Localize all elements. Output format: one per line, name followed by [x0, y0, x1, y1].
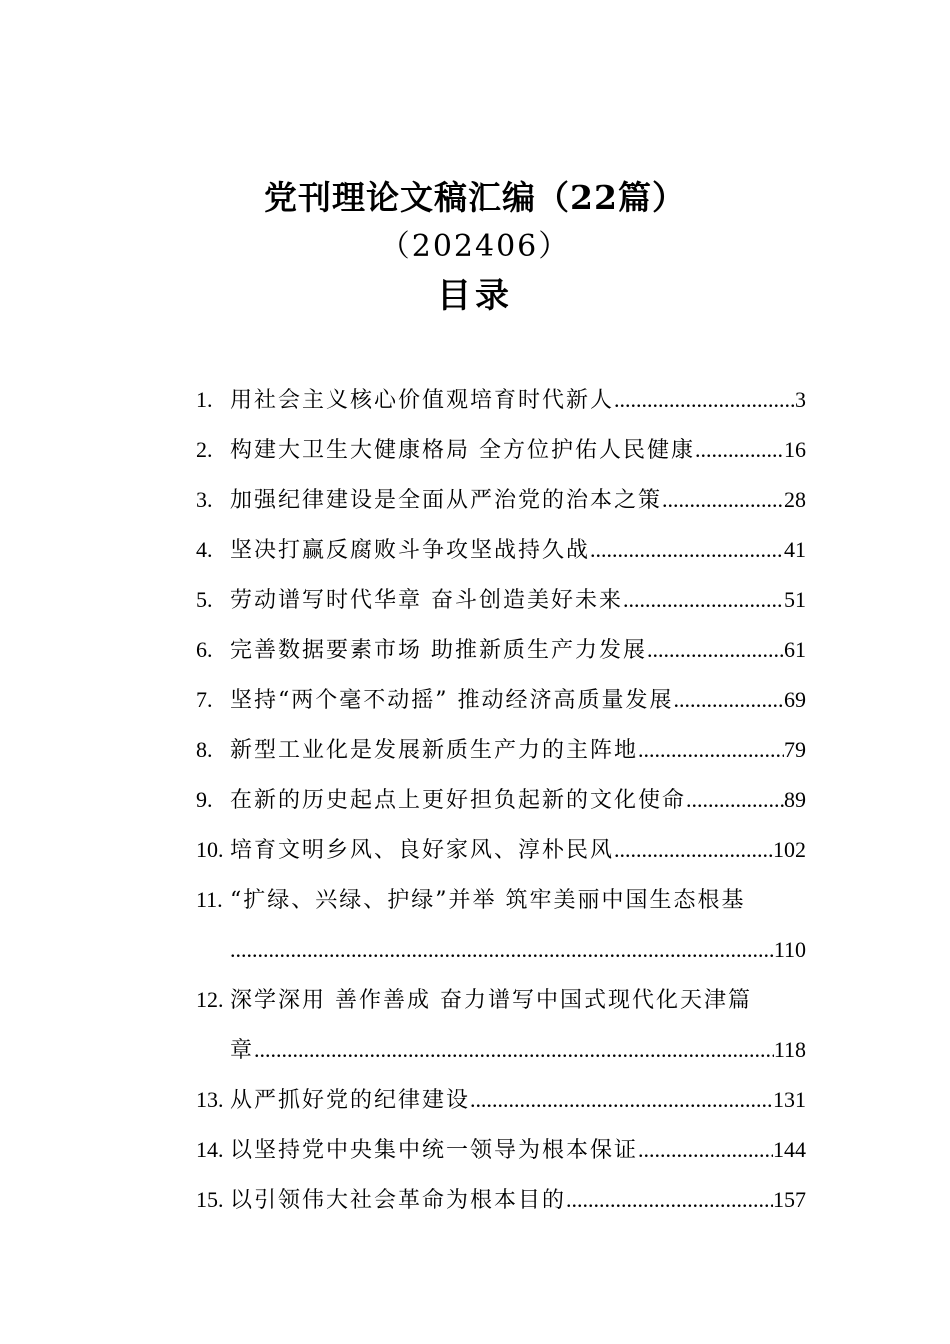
toc-number: 4.: [196, 537, 213, 562]
toc-title: 坚持“两个毫不动摇” 推动经济高质量发展: [230, 688, 674, 713]
toc-page-number: 102: [773, 837, 806, 862]
toc-leader-dots: [614, 825, 773, 875]
toc-page-number: 3: [795, 387, 806, 412]
toc-title: “扩绿、兴绿、护绿”并举 筑牢美丽中国生态根基: [230, 888, 746, 913]
toc-entry-9[interactable]: [196, 775, 806, 825]
toc-number: 14.: [196, 1137, 224, 1162]
toc-leader-dots: [647, 625, 784, 675]
toc-title: 以引领伟大社会革命为根本目的: [230, 1188, 567, 1213]
toc-number: 5.: [196, 587, 213, 612]
toc-number: 8.: [196, 737, 213, 762]
toc-title: 加强纪律建设是全面从严治党的治本之策: [230, 488, 663, 513]
toc-number: 6.: [196, 637, 213, 662]
toc-number: 12.: [196, 987, 224, 1012]
toc-entry-15[interactable]: [196, 1175, 806, 1225]
toc-title: 劳动谱写时代华章 奋斗创造美好未来: [230, 588, 623, 613]
toc-entry-3[interactable]: [196, 475, 806, 525]
toc-title: 完善数据要素市场 助推新质生产力发展: [230, 638, 647, 663]
toc-leader-dots: [686, 775, 784, 825]
toc-title: 构建大卫生大健康格局 全方位护佑人民健康: [230, 438, 695, 463]
toc-entry-11[interactable]: [196, 875, 806, 975]
toc-entry-13[interactable]: [196, 1075, 806, 1125]
table-of-contents: [196, 375, 806, 1225]
toc-title: 新型工业化是发展新质生产力的主阵地: [230, 738, 639, 763]
toc-number: 1.: [196, 387, 213, 412]
toc-leader-dots: [566, 1175, 773, 1225]
toc-title: 在新的历史起点上更好担负起新的文化使命: [230, 788, 687, 813]
toc-page-number: 157: [773, 1187, 806, 1212]
toc-number: 9.: [196, 787, 213, 812]
toc-page-number: 51: [784, 587, 806, 612]
toc-entry-7[interactable]: [196, 675, 806, 725]
toc-entry-1[interactable]: [196, 375, 806, 425]
toc-entry-12[interactable]: [196, 975, 806, 1075]
toc-entry-4[interactable]: [196, 525, 806, 575]
toc-number: 7.: [196, 687, 213, 712]
toc-page-number: 69: [784, 687, 806, 712]
toc-number: 3.: [196, 487, 213, 512]
toc-leader-dots: [230, 925, 774, 975]
toc-number: 2.: [196, 437, 213, 462]
toc-title: 培育文明乡风、良好家风、淳朴民风: [230, 838, 615, 863]
toc-number: 13.: [196, 1087, 224, 1112]
toc-page-number: 144: [773, 1137, 806, 1162]
toc-leader-dots: [638, 1125, 773, 1175]
toc-leader-dots: [614, 375, 795, 425]
toc-title: 用社会主义核心价值观培育时代新人: [230, 388, 615, 413]
toc-title: 坚决打赢反腐败斗争攻坚战持久战: [230, 538, 591, 563]
toc-leader-dots: [695, 425, 784, 475]
toc-page-number: 89: [784, 787, 806, 812]
toc-entry-8[interactable]: [196, 725, 806, 775]
toc-page-number: 16: [784, 437, 806, 462]
toc-page-number: 28: [784, 487, 806, 512]
toc-title-continuation: 章: [230, 1038, 255, 1063]
toc-leader-dots: [638, 725, 784, 775]
toc-page-number: 61: [784, 637, 806, 662]
toc-page-number: 79: [784, 737, 806, 762]
toc-leader-dots: [623, 575, 784, 625]
toc-title: 以坚持党中央集中统一领导为根本保证: [230, 1138, 639, 1163]
toc-number: 15.: [196, 1187, 224, 1212]
toc-leader-dots: [674, 675, 785, 725]
toc-entry-5[interactable]: [196, 575, 806, 625]
toc-entry-14[interactable]: [196, 1125, 806, 1175]
toc-title: 深学深用 善作善成 奋力谱写中国式现代化天津篇: [230, 988, 752, 1013]
toc-entry-10[interactable]: [196, 825, 806, 875]
toc-leader-dots: [662, 475, 784, 525]
toc-page-number: 131: [773, 1087, 806, 1112]
toc-number: 10.: [196, 837, 224, 862]
toc-entry-2[interactable]: [196, 425, 806, 475]
document-subtitle: （202406）: [379, 229, 571, 264]
toc-leader-dots: [470, 1075, 773, 1125]
toc-heading: 目录: [437, 276, 513, 316]
toc-entry-6[interactable]: [196, 625, 806, 675]
toc-page-number: 41: [784, 537, 806, 562]
document-title: 党刊理论文稿汇编（22篇）: [264, 178, 686, 217]
toc-leader-dots: [254, 1025, 774, 1075]
toc-title: 从严抓好党的纪律建设: [230, 1088, 471, 1113]
toc-page-number: 110: [773, 937, 806, 962]
toc-number: 11.: [196, 887, 223, 912]
toc-page-number: 118: [773, 1037, 806, 1062]
toc-leader-dots: [590, 525, 784, 575]
